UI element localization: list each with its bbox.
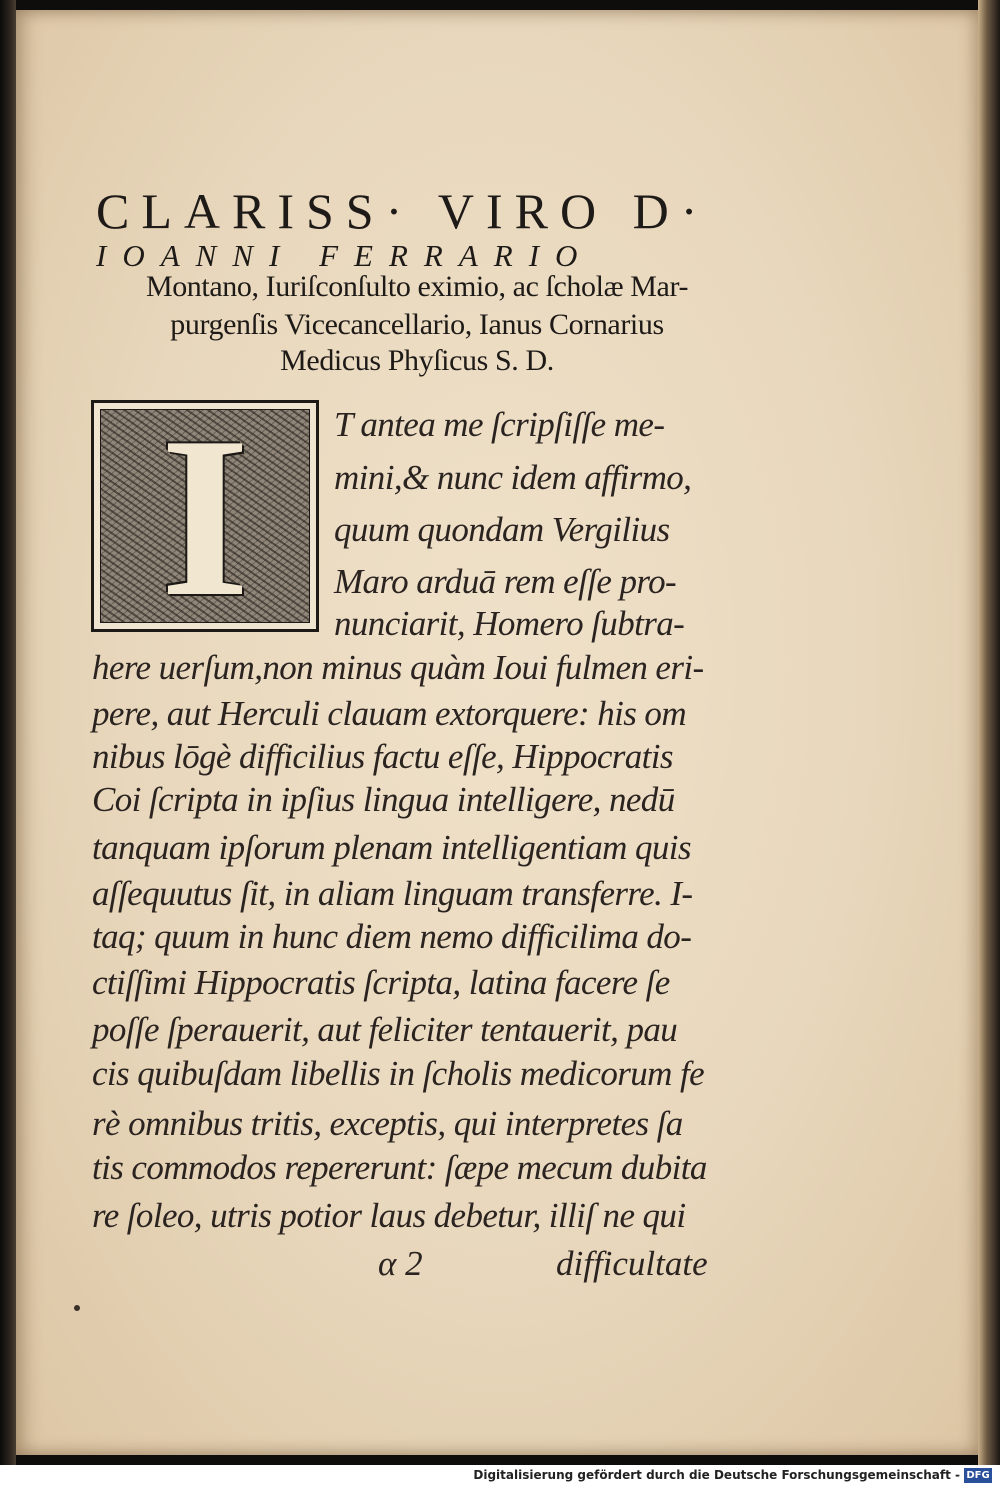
body-line: aſſequutus ſit, in aliam linguam transferre. I- xyxy=(92,874,693,913)
signature-mark: α 2 xyxy=(378,1244,423,1283)
heading-line-2: IOANNI FERRARIO xyxy=(96,238,594,273)
heading-line-4: purgenſis Vicecancellario, Ianus Cornarius xyxy=(170,308,664,341)
initial-letter: I xyxy=(160,400,250,632)
body-line: pere, aut Herculi clauam extorquere: his om xyxy=(92,694,686,733)
body-line: nunciarit, Homero ſubtra- xyxy=(334,604,685,643)
funding-credit: Digitalisierung gefördert durch die Deutsche Forschungsgemeinschaft - xyxy=(473,1468,960,1482)
body-line: Coi ſcripta in ipſius lingua intelligere, nedū xyxy=(92,780,675,819)
body-line: poſſe ſperauerit, aut feliciter tentauerit, pau xyxy=(92,1010,678,1049)
heading-line-5: Medicus Phyſicus S. D. xyxy=(280,344,554,377)
body-line: tanquam ipſorum plenam intelligentiam quis xyxy=(92,828,691,867)
body-line: nibus lōgè difficilius factu eſſe, Hippocratis xyxy=(92,737,673,776)
ink-spot xyxy=(74,1305,80,1311)
page-edge-left xyxy=(0,0,16,1465)
woodcut-illustration xyxy=(100,400,310,632)
footer-bar xyxy=(0,1465,1000,1488)
body-line: taq; quum in hunc diem nemo difficilima do- xyxy=(92,917,692,956)
body-line: quum quondam Vergilius xyxy=(334,510,670,549)
decorated-initial xyxy=(91,400,319,632)
body-line: tis commodos repererunt: ſæpe mecum dubita xyxy=(92,1148,707,1187)
heading-line-1: CLARISS· VIRO D· xyxy=(96,183,710,239)
body-line: mini,& nunc idem affirmo, xyxy=(334,458,692,497)
page-edge-right xyxy=(978,0,1000,1465)
body-line: here uerſum,non minus quàm Ioui fulmen eri- xyxy=(92,648,704,687)
body-line: T antea me ſcripſiſſe me- xyxy=(334,405,665,444)
dfg-logo-icon: DFG xyxy=(964,1468,992,1483)
body-line: re ſoleo, utris potior laus debetur, illiſ ne qui xyxy=(92,1196,686,1235)
body-line: rè omnibus tritis, exceptis, qui interpretes ſa xyxy=(92,1104,683,1143)
body-line: cis quibuſdam libellis in ſcholis medicorum fe xyxy=(92,1054,705,1093)
catchword: difficultate xyxy=(556,1244,708,1283)
heading-line-3: Montano, Iuriſconſulto eximio, ac ſcholæ Mar- xyxy=(145,270,689,303)
body-line: Maro arduā rem eſſe pro- xyxy=(334,562,677,601)
body-line: ctiſſimi Hippocratis ſcripta, latina facere ſe xyxy=(92,963,670,1002)
